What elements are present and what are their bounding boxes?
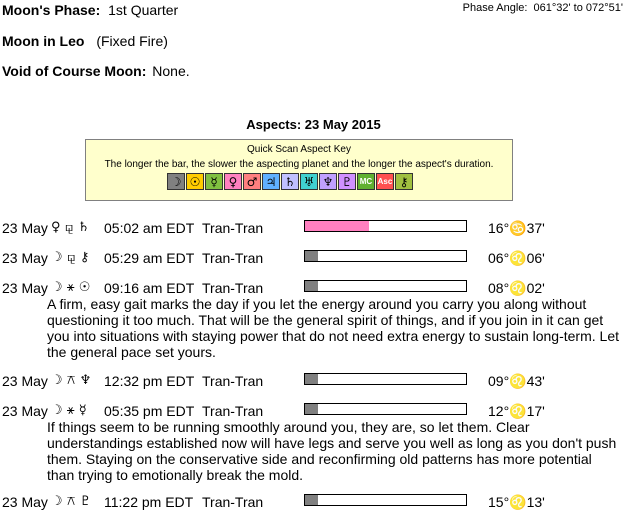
- aspect-type: Tran-Tran: [202, 403, 264, 419]
- aspect-position: 12°♌17': [488, 403, 545, 419]
- aspect-description: A firm, easy gait marks the day if you let the energy around you carry you along without questioning it too much. That will be the general spirit of things, and if you join in it can get you into situations with staying power that do not need extra energy to sustain long-term. Let the general pace set yours.: [47, 296, 619, 360]
- moon-phase-line: [2, 2, 178, 18]
- aspects-title: Aspects: 23 May 2015: [246, 117, 381, 132]
- moon-icon: ☽: [167, 173, 185, 190]
- aspect-position: 15°♌13': [488, 494, 545, 510]
- aspect-position: 16°♋37': [488, 220, 545, 236]
- chiron-icon: ⚷: [395, 173, 413, 190]
- void-moon-line: [2, 63, 190, 79]
- moon-sign-value: (Fixed Fire): [96, 33, 168, 49]
- phase-angle-value: 061°32' to 072°51': [533, 2, 623, 14]
- duration-bar: [304, 280, 467, 292]
- duration-bar: [304, 494, 467, 506]
- duration-bar-fill: [305, 281, 318, 291]
- void-moon-value: None.: [152, 63, 190, 79]
- duration-bar: [304, 403, 467, 415]
- aspect-type: Tran-Tran: [202, 373, 264, 389]
- aspect-key-chips: [167, 173, 414, 190]
- duration-bar: [304, 250, 467, 262]
- aspect-row: [2, 250, 622, 266]
- midheaven-icon: MC: [357, 173, 375, 190]
- neptune-icon: ♆: [319, 173, 337, 190]
- aspect-description: If things seem to be running smoothly around you, they are, so let them. Clear understandings established now will have legs and serve you well as long as you don't push them. Staying on the conservative side and reconfirming old patterns has more potential than trying to emotionally break the mold.: [47, 419, 617, 483]
- mars-icon: ♂: [243, 173, 261, 190]
- aspect-time: 11:22 pm EDT: [104, 494, 194, 510]
- aspect-type: Tran-Tran: [202, 280, 264, 296]
- jupiter-icon: ♃: [262, 173, 280, 190]
- ascendant-icon: Asc: [376, 173, 394, 190]
- aspect-key-box: [85, 139, 513, 201]
- duration-bar-fill: [305, 251, 318, 261]
- aspect-position: 08°♌02': [488, 280, 545, 296]
- void-moon-label: Void of Course Moon:: [2, 63, 147, 79]
- duration-bar-fill: [305, 374, 318, 384]
- duration-bar-fill: [305, 221, 369, 231]
- duration-bar-fill: [305, 495, 318, 505]
- aspect-date: 23 May: [2, 373, 48, 389]
- uranus-icon: ♅: [300, 173, 318, 190]
- aspect-date: 23 May: [2, 494, 48, 510]
- moon-phase-value: 1st Quarter: [108, 2, 179, 18]
- aspect-glyphs: ☽ ⚹ ☿: [51, 403, 87, 418]
- venus-icon: ♀: [224, 173, 242, 190]
- aspect-glyphs: ☽ ⚻ ♆: [51, 373, 92, 388]
- aspect-type: Tran-Tran: [202, 220, 264, 236]
- aspect-glyphs: ☽ ⚻ ♇: [51, 494, 92, 509]
- aspect-date: 23 May: [2, 250, 48, 266]
- aspect-row: [2, 373, 622, 389]
- phase-angle-label: Phase Angle:: [462, 2, 528, 14]
- aspect-position: 06°♌06': [488, 250, 545, 266]
- sun-icon: ☉: [186, 173, 204, 190]
- moon-sign-label: Moon in Leo: [2, 33, 85, 49]
- moon-sign-line: [2, 33, 168, 49]
- aspect-date: 23 May: [2, 280, 48, 296]
- aspect-time: 12:32 pm EDT: [104, 373, 195, 389]
- aspect-key-description: The longer the bar, the slower the aspecting planet and the longer the aspect's duration.: [104, 159, 494, 170]
- aspect-date: 23 May: [2, 220, 48, 236]
- saturn-icon: ♄: [281, 173, 299, 190]
- aspect-row: [2, 220, 622, 236]
- duration-bar-fill: [305, 404, 318, 414]
- aspect-type: Tran-Tran: [202, 250, 264, 266]
- aspect-time: 05:02 am EDT: [104, 220, 195, 236]
- aspect-row: [2, 494, 622, 510]
- duration-bar: [304, 220, 467, 232]
- aspect-row: [2, 403, 622, 419]
- aspect-row: [2, 280, 622, 296]
- aspect-date: 23 May: [2, 403, 48, 419]
- aspect-type: Tran-Tran: [202, 494, 264, 510]
- aspect-position: 09°♌43': [488, 373, 545, 389]
- phase-angle-line: [463, 2, 623, 15]
- aspect-glyphs: ☽ ⚹ ☉: [51, 280, 91, 295]
- aspect-glyphs: ♀ ⚼ ♄: [51, 220, 90, 235]
- aspect-glyphs: ☽ ⚼ ⚷: [51, 250, 90, 265]
- pluto-icon: ♇: [338, 173, 356, 190]
- aspect-time: 09:16 am EDT: [104, 280, 195, 296]
- aspect-time: 05:35 pm EDT: [104, 403, 195, 419]
- aspect-key-title: Quick Scan Aspect Key: [247, 144, 351, 155]
- aspect-time: 05:29 am EDT: [104, 250, 195, 266]
- mercury-icon: ☿: [205, 173, 223, 190]
- moon-phase-label: Moon's Phase:: [2, 2, 101, 18]
- duration-bar: [304, 373, 467, 385]
